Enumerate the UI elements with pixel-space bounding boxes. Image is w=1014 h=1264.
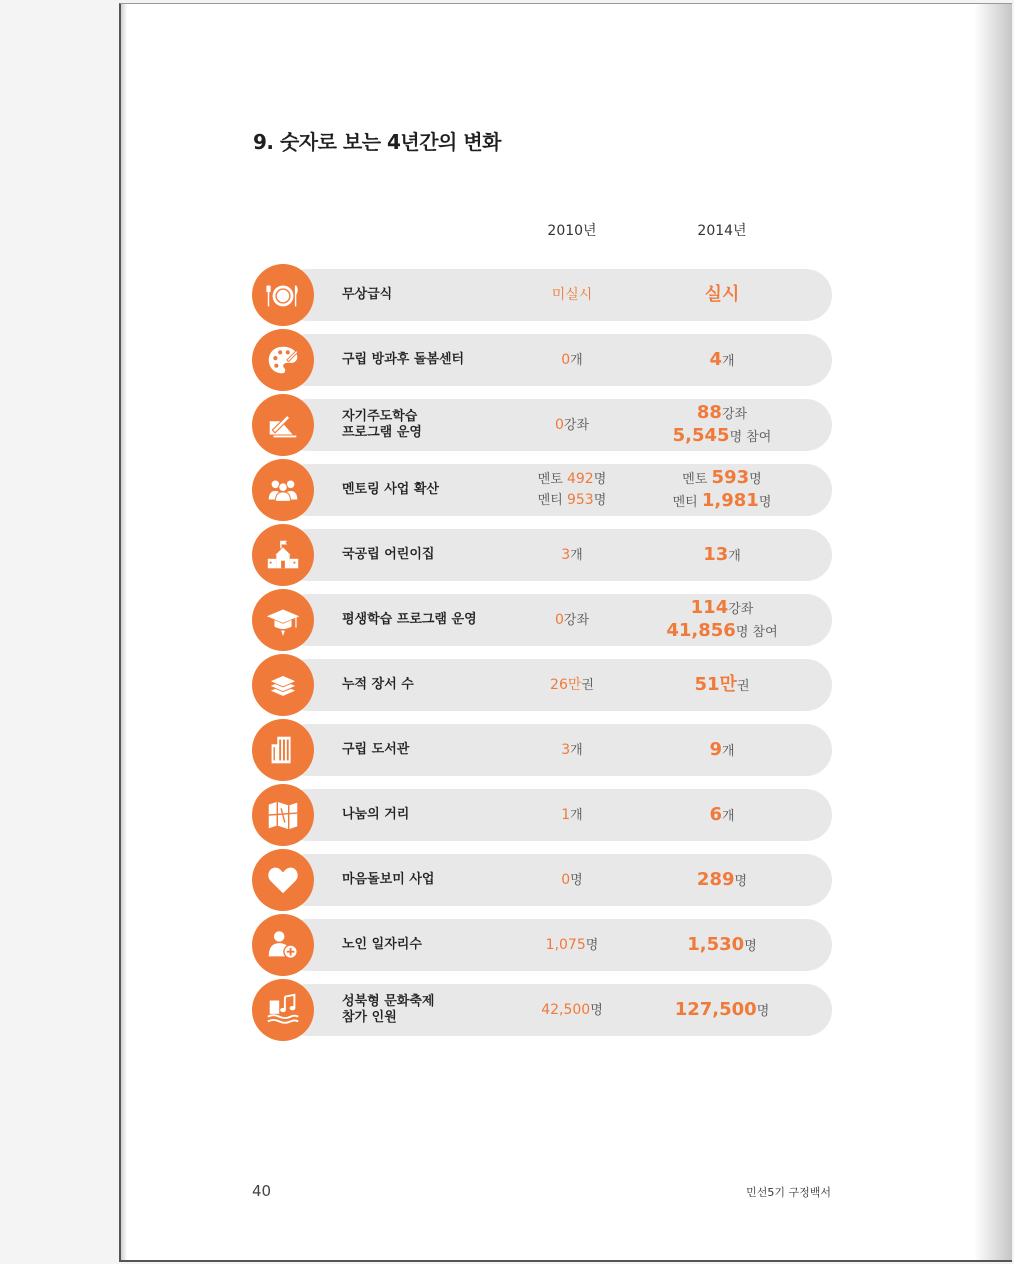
value-line [709,349,734,372]
value-2014 [647,464,797,516]
row-label-line: 구립 방과후 돌봄센터 [342,352,465,367]
value-number: 실시 [704,283,740,305]
value-number: 1,981 [701,490,759,511]
value-2010 [497,789,647,841]
street-map-icon [252,784,314,846]
value-2010 [497,854,647,906]
value-number: 0 [561,351,571,368]
value-number: 6 [709,803,722,825]
value-2014 [647,334,797,386]
row-label-line: 무상급식 [342,287,393,302]
value-number: 0 [561,871,571,888]
value-2010 [497,919,647,971]
value-number: 289 [696,868,735,890]
row-label-line: 노인 일자리수 [342,937,422,952]
column-header-2014: 2014년 [697,223,747,239]
value-unit: 명 [756,1003,770,1019]
value-unit: 명 [734,873,748,889]
value-unit: 강좌 [563,417,590,433]
row-label-line: 나눔의 거리 [342,807,410,822]
value-unit: 강좌 [563,612,590,628]
value-unit: 개 [721,743,735,759]
value-unit: 명 참여 [735,625,778,640]
column-header-2010: 2010년 [547,223,597,239]
value-unit: 개 [570,352,583,368]
music-festival-icon [252,979,314,1041]
value-number: 88 [696,402,722,423]
value-number: 9 [709,738,722,760]
value-unit: 강좌 [728,602,754,617]
value-prefix: 멘토 [537,472,567,487]
row-label-line: 누적 장서 수 [342,677,414,692]
value-line [682,467,761,490]
value-number: 114 [690,597,729,618]
value-unit: 개 [721,808,735,824]
value-2010 [497,594,647,646]
value-2010 [497,334,647,386]
value-line [538,469,607,490]
value-unit: 개 [721,353,735,369]
value-unit: 명 [593,472,607,487]
value-line [552,285,593,306]
page-number: 40 [252,1182,272,1200]
school-building-icon [252,524,314,586]
table-row [252,459,832,524]
value-line [709,804,734,827]
value-number: 1 [561,806,571,823]
value-unit: 강좌 [721,407,748,422]
value-line [561,740,582,761]
value-2014 [647,854,797,906]
value-2014 [647,659,797,711]
value-line [697,402,747,425]
row-label-line: 멘토링 사업 확산 [342,482,439,497]
value-line [666,620,777,643]
value-unit: 명 [749,472,762,487]
value-line [709,739,734,762]
value-unit: 개 [570,742,583,758]
value-line [703,544,741,567]
value-2010 [497,659,647,711]
publication-title: 민선5기 구정백서 [746,1186,831,1199]
heart-icon [252,849,314,911]
value-number: 26만 [550,676,582,693]
table-row [252,589,832,654]
value-unit: 명 참여 [729,430,772,445]
value-2014 [647,399,797,451]
value-unit: 명 [744,938,757,954]
value-unit: 개 [570,547,583,563]
value-line [561,350,582,371]
value-line [555,415,589,436]
value-2014 [647,919,797,971]
value-number: 3 [561,741,571,758]
value-unit: 개 [728,548,741,564]
dining-plate-icon [252,264,314,326]
value-number: 127,500 [674,998,757,1020]
value-line [538,490,607,511]
value-line [546,935,599,956]
value-2010 [497,529,647,581]
row-label-line: 국공립 어린이집 [342,547,435,562]
value-prefix: 멘토 [682,472,712,487]
value-line [675,999,770,1022]
table-row [252,914,832,979]
value-prefix: 멘티 [672,495,702,510]
value-line [541,1000,603,1021]
value-line [673,425,772,448]
library-building-icon [252,719,314,781]
row-label-line: 자기주도학습 [342,409,418,424]
page-edge-shadow [974,4,1012,1260]
value-line [695,674,750,697]
value-line [691,597,754,620]
value-2010 [497,399,647,451]
table-row [252,654,832,719]
value-2010 [497,464,647,516]
value-unit: 권 [736,678,750,694]
value-number: 42,500 [541,1001,591,1018]
value-line [561,870,582,891]
art-palette-icon [252,329,314,391]
value-number: 5,545 [672,425,730,446]
value-line [697,869,747,892]
row-label-line: 참가 인원 [342,1010,397,1025]
graduation-cap-icon [252,589,314,651]
value-number: 1,530 [687,933,745,955]
value-number: 4 [709,348,722,370]
value-unit: 명 [590,1002,603,1018]
value-2014 [647,984,797,1036]
value-number: 953 [566,492,594,508]
value-2014 [647,789,797,841]
value-unit: 명 [593,493,607,508]
value-number: 51만 [694,673,737,695]
value-2014 [647,594,797,646]
table-row [252,849,832,914]
value-number: 3 [561,546,571,563]
page-binding-shade [121,4,127,1260]
value-line [705,284,740,307]
value-2014 [647,529,797,581]
value-line [673,490,772,513]
value-unit: 개 [570,807,583,823]
book-stack-icon [252,654,314,716]
table-row [252,979,832,1044]
value-number: 0 [554,611,564,628]
value-2010 [497,984,647,1036]
row-label-line: 성북형 문화축제 [342,994,435,1009]
writing-pen-icon [252,394,314,456]
table-row [252,264,832,329]
people-group-icon [252,459,314,521]
value-unit: 명 [585,937,599,953]
value-number: 1,075 [545,936,586,953]
value-line [561,805,582,826]
comparison-table [252,264,832,1044]
value-line [687,934,757,957]
value-number: 13 [703,543,729,565]
value-unit: 명 [758,495,772,510]
value-2014 [647,269,797,321]
document-page [119,3,1012,1262]
value-number: 41,856 [666,620,736,641]
table-row [252,329,832,394]
value-number: 미실시 [551,286,593,303]
row-label-line: 프로그램 운영 [342,425,422,440]
value-prefix: 멘티 [537,493,567,508]
row-label-line: 마음돌보미 사업 [342,872,435,887]
value-number: 593 [711,467,750,488]
value-line [561,545,582,566]
value-2010 [497,724,647,776]
value-unit: 명 [570,872,583,888]
table-row [252,784,832,849]
value-line [555,610,589,631]
value-number: 0 [554,416,564,433]
senior-plus-icon [252,914,314,976]
table-row [252,524,832,589]
row-label-line: 평생학습 프로그램 운영 [342,612,477,627]
value-line [550,675,594,696]
value-number: 492 [566,471,594,487]
table-row [252,719,832,784]
value-2010 [497,269,647,321]
row-label-line: 구립 도서관 [342,742,410,757]
value-2014 [647,724,797,776]
value-unit: 권 [581,677,594,693]
table-row [252,394,832,459]
page-title: 9. 숫자로 보는 4년간의 변화 [253,130,501,154]
